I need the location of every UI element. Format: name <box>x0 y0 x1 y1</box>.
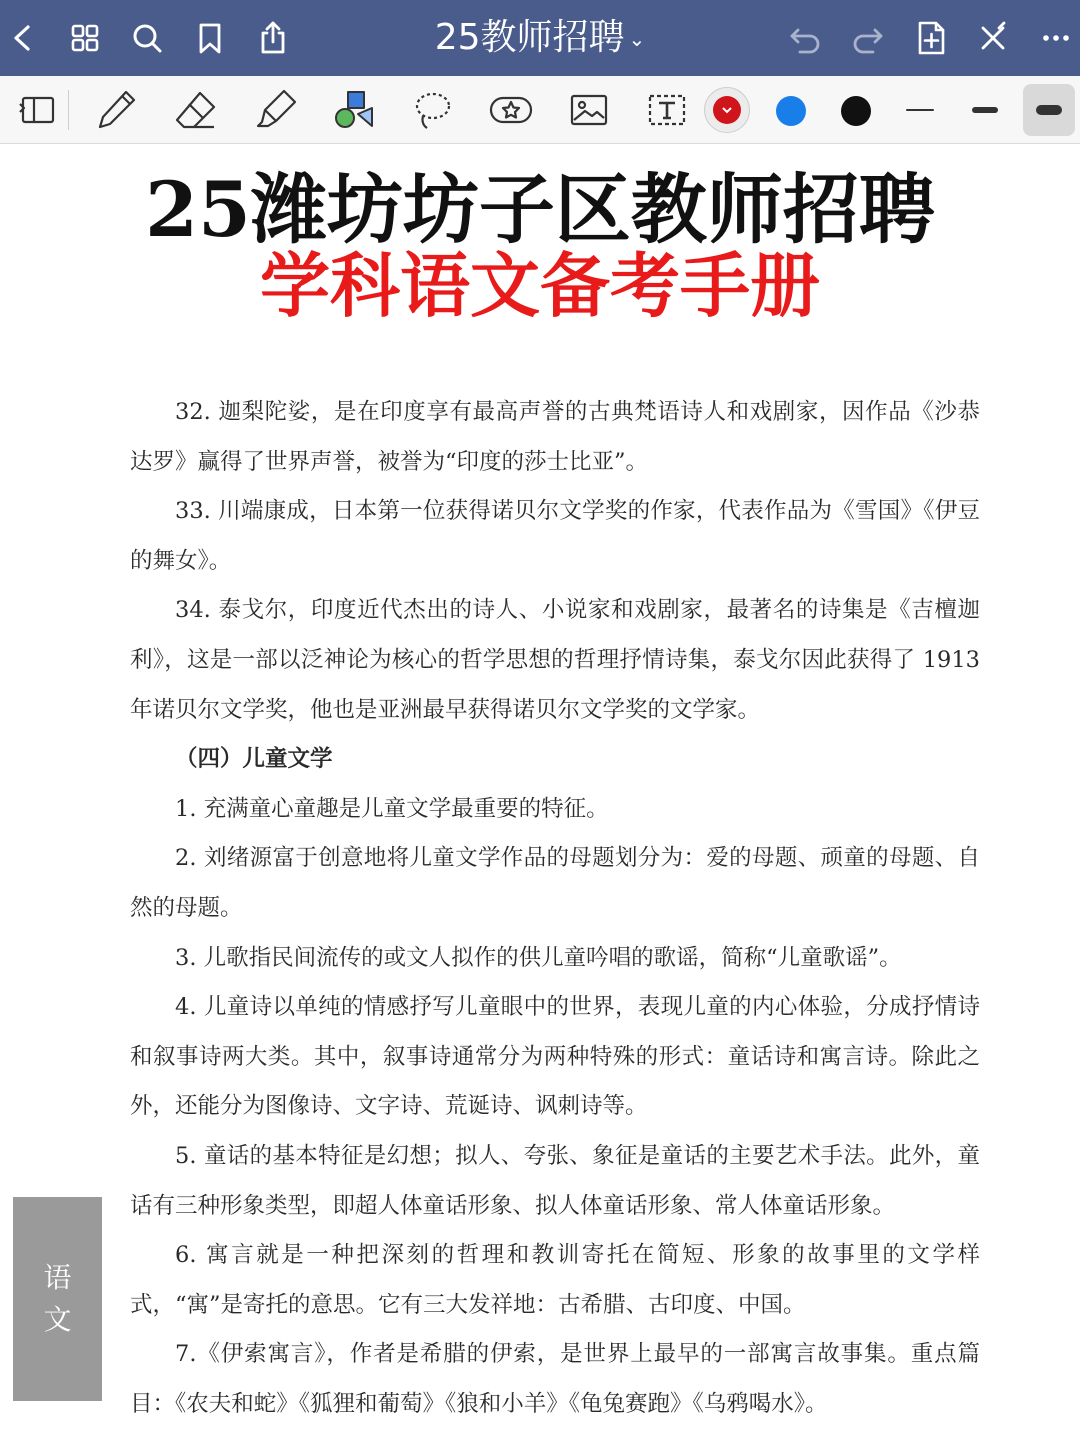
share-icon[interactable] <box>254 19 292 57</box>
document-title-dropdown[interactable] <box>340 14 740 62</box>
undo-icon[interactable] <box>786 19 824 57</box>
paragraph-34: 34. 泰戈尔，印度近代杰出的诗人、小说家和戏剧家，最著名的诗集是《吉檀迦利》，这是一部以泛神论为核心的哲学思想的哲理抒情诗集，泰戈尔因此获得了 1913 年诺贝尔文学奖，他也是亚洲最早获得诺贝尔文学奖的文学家。 <box>130 597 980 723</box>
section-heading-children-literature: （四）儿童文学 <box>175 746 333 773</box>
color-black-swatch[interactable] <box>841 96 871 126</box>
paragraph-1: 1. 充满童心童趣是儿童文学最重要的特征。 <box>175 795 609 822</box>
sticker-tool-icon[interactable] <box>487 86 535 134</box>
eraser-tool-icon[interactable] <box>172 86 220 134</box>
grid-view-icon[interactable] <box>66 19 104 57</box>
paragraph-33: 33. 川端康成，日本第一位获得诺贝尔文学奖的作家，代表作品为《雪国》《伊豆的舞女》。 <box>130 498 980 574</box>
document-title: 25教师招聘 <box>434 17 625 58</box>
text-tool-icon[interactable] <box>643 86 691 134</box>
chevron-down-icon <box>721 105 733 115</box>
annotation-toolbar <box>0 76 1080 144</box>
color-blue-swatch[interactable] <box>776 96 806 126</box>
stroke-thin-option[interactable] <box>906 109 934 111</box>
document-body <box>130 388 980 1429</box>
add-page-icon[interactable] <box>912 19 950 57</box>
back-icon[interactable] <box>4 19 42 57</box>
image-tool-icon[interactable] <box>565 86 613 134</box>
pen-tool-icon[interactable] <box>92 86 140 134</box>
paragraph-2: 2. 刘绪源富于创意地将儿童文学作品的母题划分为：爱的母题、顽童的母题、自然的母题。 <box>130 845 980 921</box>
search-icon[interactable] <box>128 19 166 57</box>
paragraph-7: 7.《伊索寓言》，作者是希腊的伊索，是世界上最早的一部寓言故事集。重点篇目：《农夫和蛇》《狐狸和葡萄》《狼和小羊》《龟兔赛跑》《乌鸦喝水》。 <box>130 1341 980 1417</box>
top-navigation-bar <box>0 0 1080 76</box>
paragraph-32: 32. 迦梨陀娑，是在印度享有最高声誉的古典梵语诗人和戏剧家，因作品《沙恭达罗》赢得了世界声誉，被誉为“印度的莎士比亚”。 <box>130 399 980 475</box>
toolbar-divider <box>68 90 69 130</box>
document-heading: 25潍坊坊子区教师招聘 <box>145 165 935 254</box>
redo-icon[interactable] <box>849 19 887 57</box>
side-tab-char-1: 语 <box>43 1261 72 1294</box>
bookmark-icon[interactable] <box>191 19 229 57</box>
close-pen-icon[interactable] <box>974 19 1012 57</box>
stroke-medium-option[interactable] <box>972 107 998 113</box>
lasso-tool-icon[interactable] <box>409 86 457 134</box>
chevron-down-icon: ⌄ <box>628 27 646 51</box>
read-mode-icon[interactable] <box>14 86 62 134</box>
color-red-swatch-selected[interactable] <box>704 87 750 133</box>
highlighter-tool-icon[interactable] <box>252 86 300 134</box>
side-tab-char-2: 文 <box>43 1303 72 1336</box>
stroke-thick-option-selected[interactable] <box>1023 84 1075 136</box>
paragraph-4: 4. 儿童诗以单纯的情感抒写儿童眼中的世界，表现儿童的内心体验，分成抒情诗和叙事诗两大类。其中，叙事诗通常分为两种特殊的形式：童话诗和寓言诗。除此之外，还能分为图像诗、文字诗、荒诞诗、讽刺诗等。 <box>130 994 980 1120</box>
more-options-icon[interactable] <box>1037 19 1075 57</box>
shapes-tool-icon[interactable] <box>330 86 378 134</box>
paragraph-6: 6. 寓言就是一种把深刻的哲理和教训寄托在简短、形象的故事里的文学样式，“寓”是寄托的意思。它有三大发祥地：古希腊、古印度、中国。 <box>130 1242 980 1318</box>
stroke-thick-bar <box>1036 105 1062 115</box>
subject-side-tab <box>13 1197 102 1401</box>
paragraph-5: 5. 童话的基本特征是幻想；拟人、夸张、象征是童话的主要艺术手法。此外，童话有三种形象类型，即超人体童话形象、拟人体童话形象、常人体童话形象。 <box>130 1142 980 1219</box>
paragraph-3: 3. 儿歌指民间流传的或文人拟作的供儿童吟唱的歌谣，简称“儿童歌谣”。 <box>175 944 902 971</box>
document-subheading: 学科语文备考手册 <box>260 244 820 327</box>
